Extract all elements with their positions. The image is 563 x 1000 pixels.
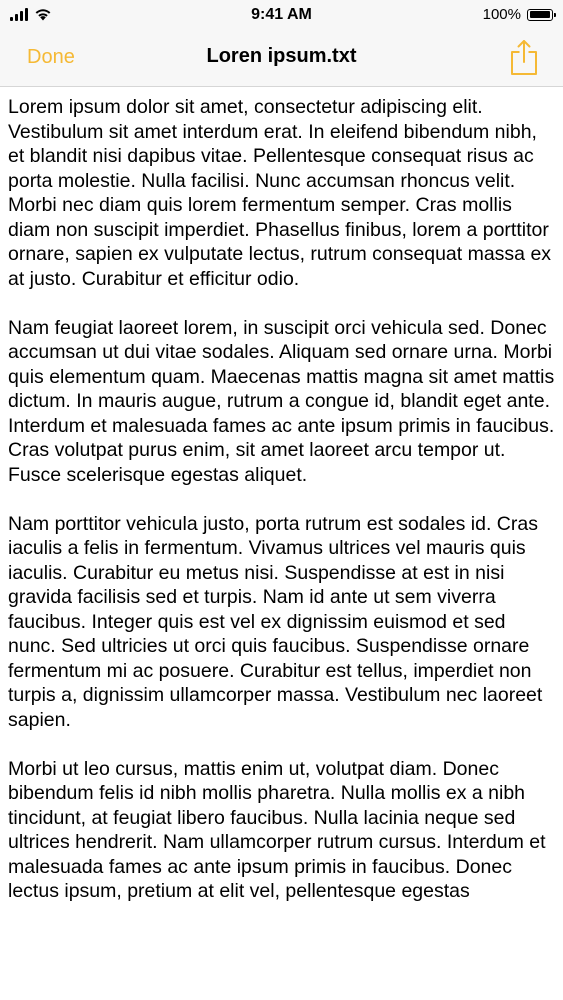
navigation-bar — [0, 30, 563, 87]
paragraph: Morbi ut leo cursus, mattis enim ut, volutpat diam. Donec bibendum felis id nibh mollis pharetra. Nulla mollis ex a nibh tincidunt, at feugiat libero faucibus. Nulla lacinia neque sed ultrices hendrerit. Nam ullamcorper rutrum cursus. Interdum et malesuada fames ac ante ipsum primis in faucibus. Donec lectus ipsum, pretium at elit vel, pellentesque egestas — [8, 757, 546, 902]
paragraph: Nam porttitor vehicula justo, porta rutrum est sodales id. Cras iaculis a felis in fermentum. Vivamus ultrices vel mauris quis iaculis. Curabitur eu metus nisi. Suspendisse at est in nisi gravida facilisis sed et turpis. Nam id ante ut sem viverra faucibus. Integer quis est vel ex dignissim euismod et sed nunc. Sed ultricies ut orci quis faucibus. Suspendisse ornare fermentum mi ac posuere. Curabitur est tellus, imperdiet non turpis a, dignissim ullamcorper massa. Vestibulum nec laoreet sapien. — [8, 512, 543, 731]
document-title: Loren ipsum.txt — [206, 45, 357, 67]
paragraph: Lorem ipsum dolor sit amet, consectetur adipiscing elit. Vestibulum sit amet interdum erat. In eleifend bibendum nibh, et blandit nisi dapibus vitae. Pellentesque consequat risus ac porta molestie. Nulla facilisi. Nunc accumsan rhoncus velit. Morbi nec diam quis lorem fermentum semper. Cras mollis diam non suscipit imperdiet. Phasellus finibus, lorem a porttitor ornare, sapien ex vulputate lectus, rutrum consequat massa ex at justo. Curabitur et efficitur odio. — [8, 96, 552, 290]
status-time: 9:41 AM — [251, 6, 312, 23]
battery-icon — [527, 9, 553, 21]
battery-level — [530, 11, 550, 18]
paragraph: Nam feugiat laoreet lorem, in suscipit orci vehicula sed. Donec accumsan ut dui vitae sodales. Aliquam sed ornare urna. Morbi quis elementum quam. Maecenas mattis magna sit amet mattis dictum. In mauris augue, rutrum a congue id, blandit eget ante. Interdum et malesuada fames ac ante ipsum primis in faucibus. Cras volutpat purus enim, sit amet laoreet arcu tempor ut. Fusce scelerisque egestas aliquet. — [8, 316, 555, 486]
share-button[interactable] — [509, 38, 539, 76]
battery-percent: 100% — [482, 6, 521, 23]
done-button[interactable]: Done — [27, 46, 75, 68]
document-content[interactable] — [8, 95, 558, 928]
status-right — [483, 6, 553, 23]
share-icon — [509, 38, 539, 76]
status-bar — [0, 0, 563, 30]
